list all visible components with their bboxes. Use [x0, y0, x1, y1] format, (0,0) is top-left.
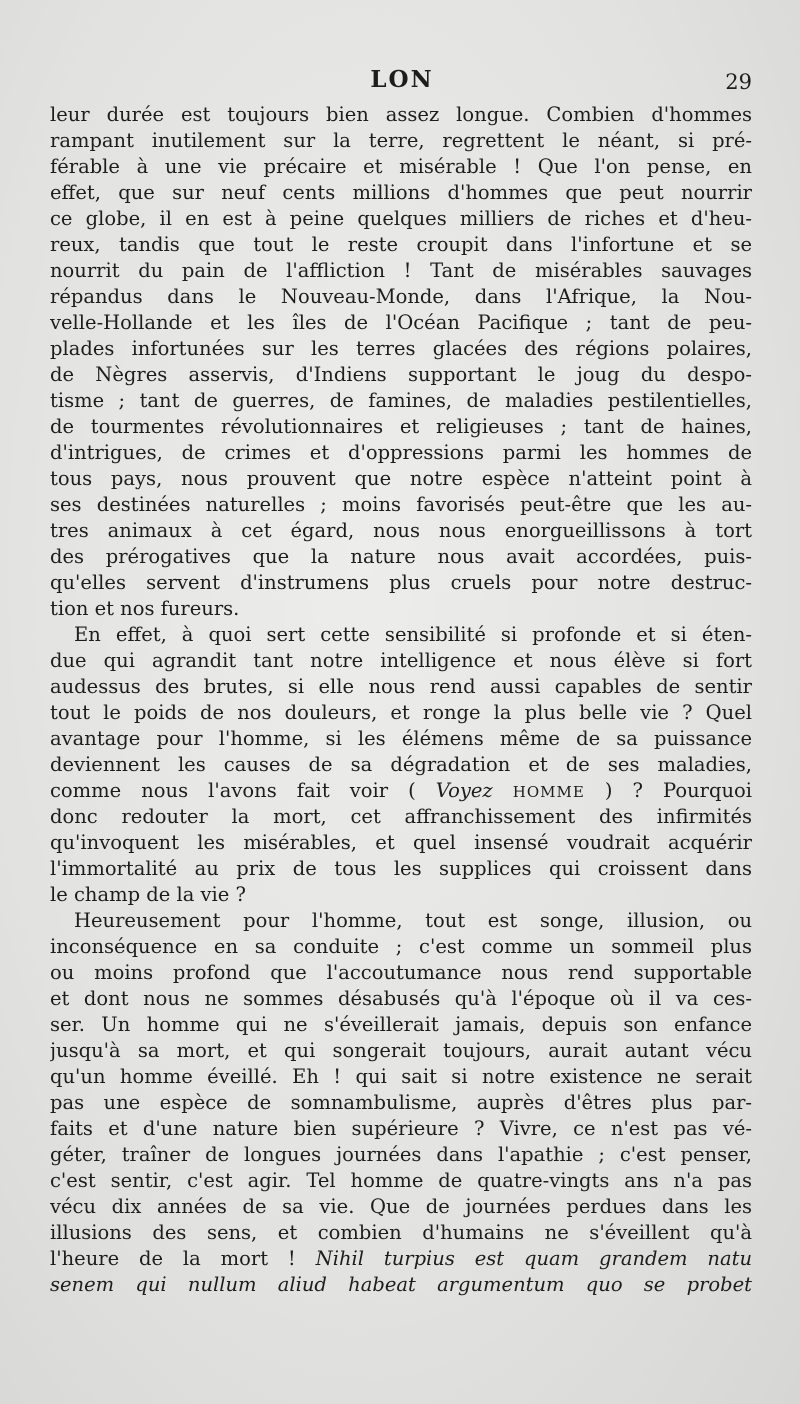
- text-line: Heureusement pour l'homme, tout est songe, illusion, ou: [74, 909, 752, 932]
- text-line: l'immortalité au prix de tous les supplices qui croissent dans: [50, 857, 752, 880]
- text-line: audessus des brutes, si elle nous rend aussi capables de sentir: [50, 675, 752, 698]
- text-run: comme nous l'avons fait voir (: [50, 779, 436, 802]
- text-line: effet, que sur neuf cents millions d'hommes que peut nourrir: [50, 181, 752, 204]
- text-line: c'est sentir, c'est agir. Tel homme de quatre-vingts ans n'a pas: [50, 1169, 752, 1192]
- latin-quotation: Nihil turpius est quam grandem natu: [315, 1247, 752, 1270]
- text-line: géter, traîner de longues journées dans l'apathie ; c'est penser,: [50, 1143, 752, 1166]
- text-line: leur durée est toujours bien assez longue. Combien d'hommes: [50, 103, 752, 126]
- text-line: d'intrigues, de crimes et d'oppressions parmi les hommes de: [50, 441, 752, 464]
- text-line: tres animaux à cet égard, nous nous enorgueillissons à tort: [50, 519, 752, 542]
- text-line: pas une espèce de somnambulisme, auprès d'êtres plus par-: [50, 1091, 752, 1114]
- text-line: deviennent les causes de sa dégradation et de ses maladies,: [50, 753, 752, 776]
- text-line: rampant inutilement sur la terre, regrettent le néant, si pré-: [50, 129, 752, 152]
- text-line: ser. Un homme qui ne s'éveillerait jamais, depuis son enfance: [50, 1013, 752, 1036]
- text-line: le champ de la vie ?: [50, 883, 246, 906]
- text-run: l'heure de la mort !: [50, 1247, 316, 1270]
- text-line: plades infortunées sur les terres glacées des régions polaires,: [50, 337, 752, 360]
- text-line: faits et d'une nature bien supérieure ? Vivre, ce n'est pas vé-: [50, 1117, 752, 1140]
- text-line: En effet, à quoi sert cette sensibilité si profonde et si éten-: [74, 623, 752, 646]
- text-line: inconséquence en sa conduite ; c'est comme un sommeil plus: [50, 935, 752, 958]
- text-line: jusqu'à sa mort, et qui songerait toujours, aurait autant vécu: [50, 1039, 752, 1062]
- text-line: qu'elles servent d'instrumens plus cruels pour notre destruc-: [50, 571, 752, 594]
- text-line: de Nègres asservis, d'Indiens supportant le joug du despo-: [50, 363, 752, 386]
- text-line: tous pays, nous prouvent que notre espèce n'atteint point à: [50, 467, 752, 490]
- text-line-with-latin: [50, 1246, 752, 1272]
- text-line: donc redouter la mort, cet affranchissement des infirmités: [50, 805, 752, 828]
- cross-reference: HOMME: [512, 783, 585, 801]
- text-line: vécu dix années de sa vie. Que de journées perdues dans les: [50, 1195, 752, 1218]
- text-line: répandus dans le Nouveau-Monde, dans l'Afrique, la Nou-: [50, 285, 752, 308]
- text-line: de tourmentes révolutionnaires et religieuses ; tant de haines,: [50, 415, 752, 438]
- text-line: tout le poids de nos douleurs, et ronge la plus belle vie ? Quel: [50, 701, 752, 724]
- text-line: qu'invoquent les misérables, et quel insensé voudrait acquérir: [50, 831, 752, 854]
- text-line: ses destinées naturelles ; moins favorisés peut-être que les au-: [50, 493, 752, 516]
- text-line: tisme ; tant de guerres, de famines, de maladies pestilentielles,: [50, 389, 752, 412]
- text-run: ) ? Pourquoi: [584, 779, 752, 802]
- body-text: [50, 102, 752, 1298]
- text-line-with-crossref: [50, 778, 752, 804]
- text-line: tion et nos fureurs.: [50, 597, 240, 620]
- text-line: ce globe, il en est à peine quelques milliers de riches et d'heu-: [50, 207, 752, 230]
- text-line: qu'un homme éveillé. Eh ! qui sait si notre existence ne serait: [50, 1065, 752, 1088]
- text-line: velle-Hollande et les îles de l'Océan Pacifique ; tant de peu-: [50, 311, 752, 334]
- page-number: 29: [725, 70, 752, 94]
- text-line: férable à une vie précaire et misérable ! Que l'on pense, en: [50, 155, 752, 178]
- latin-quotation-line: senem qui nullum aliud habeat argumentum quo se probet: [50, 1273, 752, 1296]
- text-line: due qui agrandit tant notre intelligence et nous élève si fort: [50, 649, 752, 672]
- text-line: des prérogatives que la nature nous avait accordées, puis-: [50, 545, 752, 568]
- text-line: reux, tandis que tout le reste croupit dans l'infortune et se: [50, 233, 752, 256]
- running-head: LON: [370, 66, 434, 93]
- italic-text: Voyez: [435, 779, 493, 802]
- text-line: avantage pour l'homme, si les élémens même de sa puissance: [50, 727, 752, 750]
- text-line: illusions des sens, et combien d'humains ne s'éveillent qu'à: [50, 1221, 752, 1244]
- page-header: [52, 66, 752, 102]
- text-line: et dont nous ne sommes désabusés qu'à l'époque où il va ces-: [50, 987, 752, 1010]
- text-line: ou moins profond que l'accoutumance nous rend supportable: [50, 961, 752, 984]
- text-line: nourrit du pain de l'affliction ! Tant de misérables sauvages: [50, 259, 752, 282]
